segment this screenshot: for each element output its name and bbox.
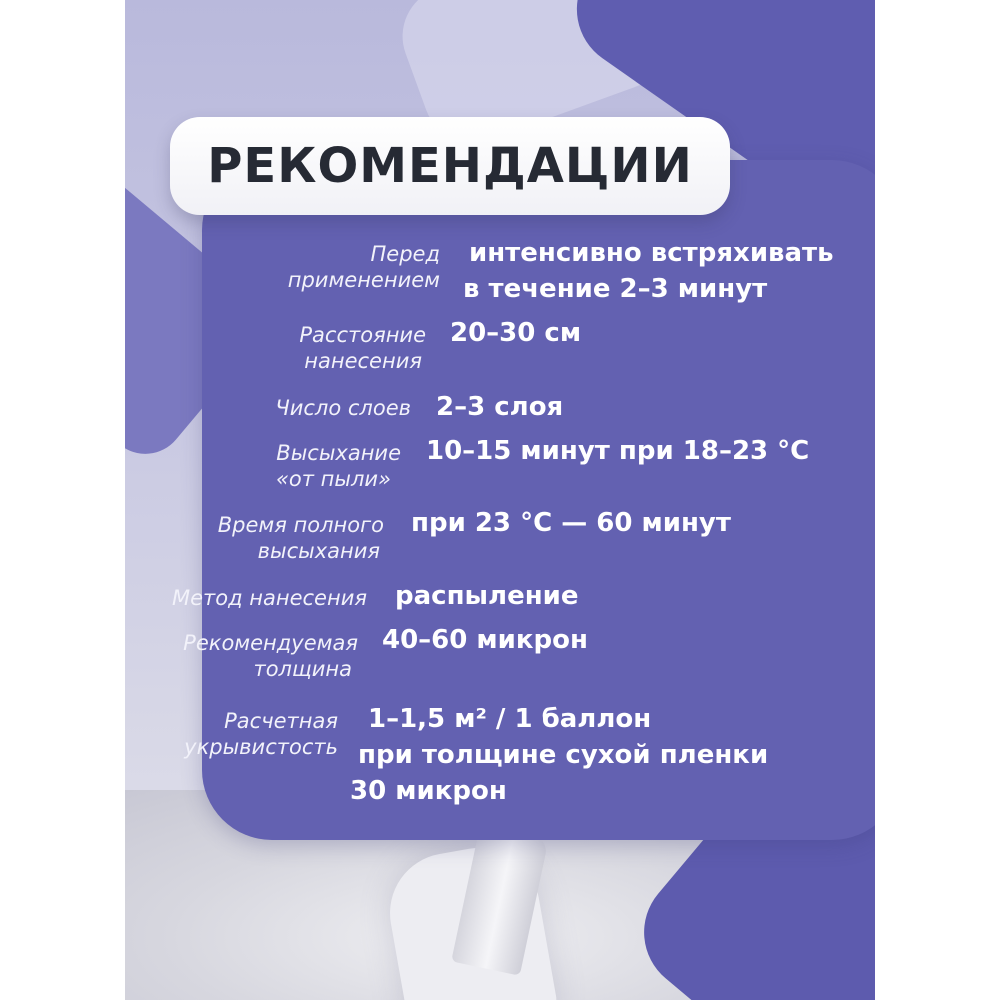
row-label: Число слоев	[275, 396, 411, 420]
row-label-box	[125, 708, 338, 764]
row-value: 40–60 микрон	[382, 625, 588, 655]
row-value: 2–3 слоя	[436, 392, 564, 422]
row-label-box	[125, 512, 384, 568]
row-label: Рекомендуемая	[183, 631, 358, 655]
row-value-box	[382, 623, 682, 659]
title-banner	[170, 117, 730, 215]
row-label-box	[125, 241, 440, 301]
row-label: Высыхание	[276, 441, 401, 465]
row-value-box	[426, 434, 846, 470]
row-label: Расстояние	[299, 323, 426, 347]
row-label: нанесения	[304, 349, 422, 373]
row-value: при толщине сухой пленки	[358, 740, 769, 770]
row-value: 1–1,5 м² / 1 баллон	[368, 704, 652, 734]
row-label: Время полного	[217, 513, 384, 537]
row-value: 20–30 см	[450, 318, 582, 348]
row-value-box	[395, 579, 695, 615]
row-value: 30 микрон	[350, 776, 507, 806]
row-label: Расчетная	[224, 709, 338, 733]
row-value: 10–15 минут при 18–23 °С	[426, 436, 810, 466]
row-value: распыление	[395, 581, 579, 611]
row-label: толщина	[253, 657, 352, 681]
row-value: при 23 °С — 60 минут	[411, 508, 731, 538]
row-label-box	[125, 630, 358, 686]
row-label-box	[125, 395, 411, 425]
row-label-box	[125, 585, 367, 615]
row-label: высыхания	[257, 539, 380, 563]
row-label: «от пыли»	[275, 467, 391, 491]
row-label: Перед	[370, 242, 440, 266]
row-value-box	[411, 506, 831, 542]
row-value: интенсивно встряхивать	[469, 238, 834, 268]
row-value-box	[450, 316, 750, 352]
row-value-box	[463, 236, 869, 308]
page-title: РЕКОМЕНДАЦИИ	[207, 138, 693, 194]
row-label-box	[125, 322, 426, 378]
row-value-box	[436, 390, 736, 426]
row-label: Метод нанесения	[171, 586, 367, 610]
recommendations-card	[125, 0, 875, 1000]
row-label: укрывистость	[184, 735, 338, 759]
row-value: в течение 2–3 минут	[463, 274, 768, 304]
row-label-box	[125, 440, 401, 496]
row-value-box	[350, 702, 788, 812]
row-label: применением	[287, 268, 440, 292]
